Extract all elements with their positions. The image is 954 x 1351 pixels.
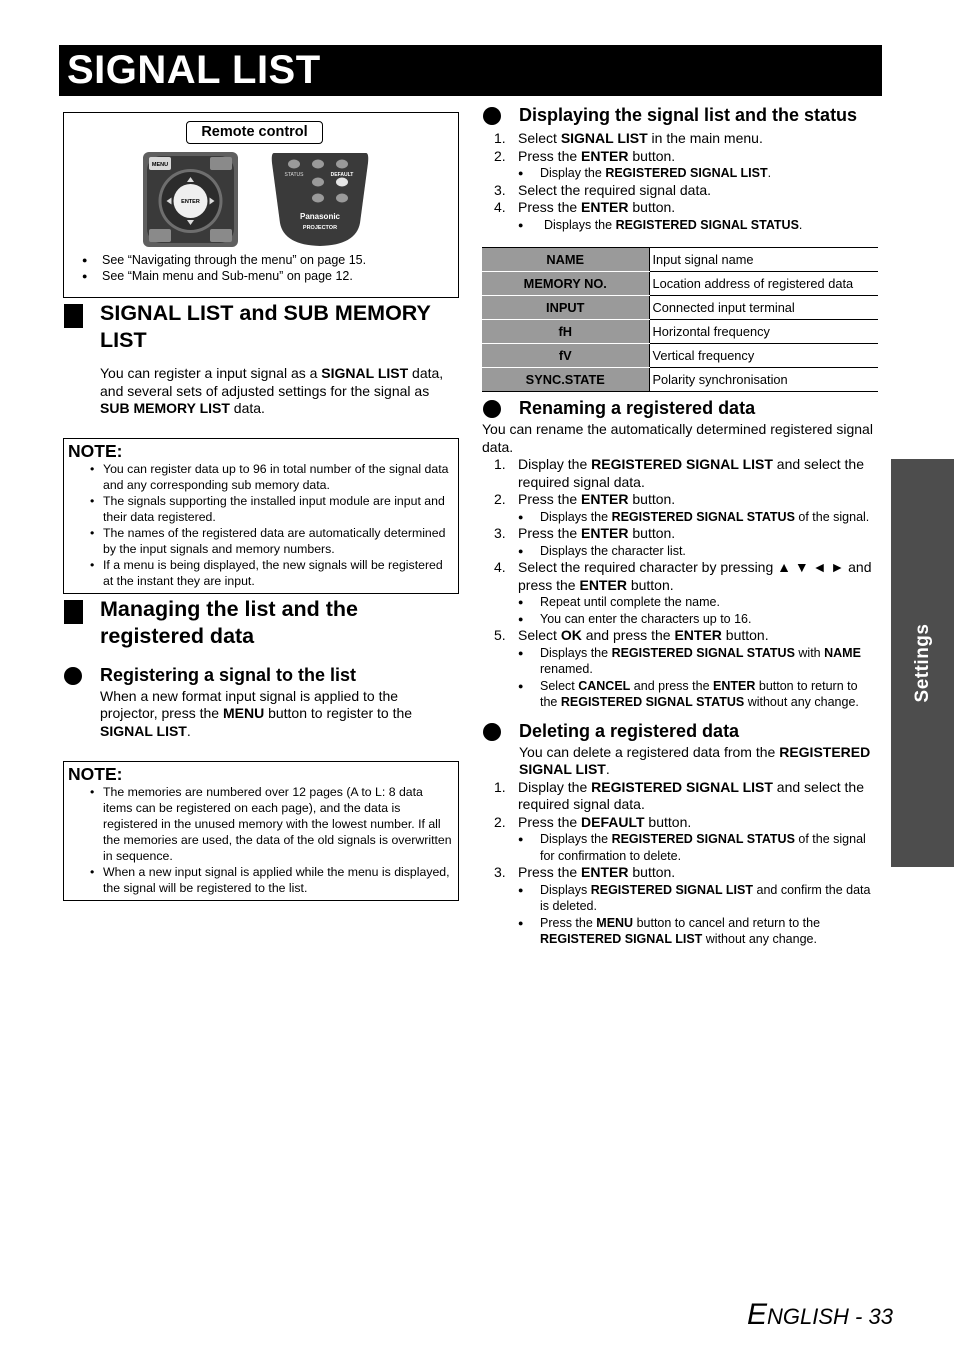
circle-marker-icon	[483, 723, 501, 741]
list-item: • If a menu is being displayed, the new signals will be registered at the instant they are input.	[68, 557, 454, 589]
list-item: ● Displays the character list.	[518, 543, 878, 560]
sub-heading: Displaying the signal list and the status	[482, 104, 878, 126]
list-item: 2. Press the ENTER button. ● Displays the REGISTERED SIGNAL STATUS of the signal.	[482, 491, 878, 525]
right-column	[482, 104, 878, 948]
list-item: 4. Press the ENTER button. ● Displays the REGISTERED SIGNAL STATUS.	[482, 199, 878, 233]
table-row	[482, 320, 878, 344]
circle-marker-icon	[483, 107, 501, 125]
list-item: 2. Press the ENTER button. ● Display the REGISTERED SIGNAL LIST.	[482, 148, 878, 182]
table-value: Input signal name	[649, 248, 878, 272]
list-item: • The memories are numbered over 12 pages (A to L: 8 data items can be registered on each page), and the data is registered in the unused memory with the lowest number. If all the memories are used, the data of the old signals is overwritten in sequence.	[68, 784, 454, 864]
list-item: ● Displays the REGISTERED SIGNAL STATUS.	[518, 217, 878, 234]
steps-delete	[482, 779, 878, 948]
sub-heading: Renaming a registered data	[482, 397, 878, 419]
remote-control-box	[63, 112, 459, 298]
table-key: MEMORY NO.	[482, 272, 649, 296]
steps-display	[482, 130, 878, 233]
section-heading: Managing the list and the registered data	[63, 596, 459, 650]
list-item: 5. Select OK and press the ENTER button. ● Displays the REGISTERED SIGNAL STATUS with NAME renamed. ● Select CANCEL and press the ENTER button to return to the REGISTERED SIGNAL STATUS without any change.	[482, 627, 878, 711]
list-item: • The signals supporting the installed input module are input and their data registered.	[68, 493, 454, 525]
table-value: Vertical frequency	[649, 344, 878, 368]
enter-key-label: ENTER	[181, 199, 200, 205]
note-box	[63, 438, 459, 594]
table-key: NAME	[482, 248, 649, 272]
list-item: 1. Display the REGISTERED SIGNAL LIST and select the required signal data.	[494, 778, 864, 812]
note-box	[63, 761, 459, 901]
page-footer: ENGLISH - 33	[747, 1298, 893, 1331]
list-item: ● Select CANCEL and press the ENTER button to return to the REGISTERED SIGNAL STATUS without any change.	[518, 678, 878, 711]
list-item: 3. Select the required signal data.	[494, 181, 712, 198]
table-key: fV	[482, 344, 649, 368]
paragraph: You can register a input signal as a SIGNAL LIST data, and several sets of adjusted settings for the signal as SUB MEMORY LIST data.	[100, 365, 444, 416]
list-item: 1. Select SIGNAL LIST in the main menu.	[494, 130, 763, 146]
paragraph: When a new format input signal is applied to the projector, press the MENU button to register to the SIGNAL LIST.	[100, 687, 413, 739]
note-list	[68, 784, 454, 896]
list-item: ● Press the MENU button to cancel and return to the REGISTERED SIGNAL LIST without any change.	[518, 915, 878, 948]
sub-heading: Registering a signal to the list	[63, 664, 459, 686]
table-row	[482, 296, 878, 320]
list-item: ● See “Navigating through the menu” on page 15.	[82, 252, 366, 268]
list-item: ● Display the REGISTERED SIGNAL LIST.	[518, 165, 878, 182]
list-item: 2. Press the DEFAULT button. ● Displays the REGISTERED SIGNAL STATUS of the signal for confirmation to delete.	[482, 814, 878, 865]
page-title: SIGNAL LIST	[67, 48, 321, 92]
list-item: • You can register data up to 96 in total number of the signal data and any corresponding sub memory data.	[68, 461, 454, 493]
table-row	[482, 368, 878, 392]
square-marker-icon	[64, 304, 83, 328]
list-item: ● Displays the REGISTERED SIGNAL STATUS with NAME renamed.	[518, 645, 878, 678]
remote-menu-pad-image	[142, 151, 239, 248]
paragraph: You can delete a registered data from the REGISTERED SIGNAL LIST.	[519, 743, 871, 777]
side-tab-label: Settings	[911, 623, 933, 703]
circle-marker-icon	[64, 667, 82, 685]
list-item: 4. Select the required character by pressing ▲ ▼ ◄ ► and press the ENTER button. ● Repeat until complete the name. ● You can enter the characters up to 16.	[482, 559, 878, 627]
section-managing	[63, 596, 459, 741]
table-row	[482, 344, 878, 368]
paragraph: You can rename the automatically determined registered signal data.	[482, 421, 873, 455]
settings-side-tab	[891, 459, 954, 867]
sub-heading: Deleting a registered data	[482, 720, 878, 742]
status-key-label: STATUS	[284, 172, 304, 178]
list-item: • The names of the registered data are automatically determined by the input signals and memory numbers.	[68, 525, 454, 557]
list-item: ● Displays the REGISTERED SIGNAL STATUS of the signal.	[518, 509, 878, 526]
table-value: Location address of registered data	[649, 272, 878, 296]
table-value: Connected input terminal	[649, 296, 878, 320]
remote-status-keys-image	[270, 151, 370, 248]
menu-key-label: MENU	[151, 162, 169, 168]
list-item: • When a new input signal is applied while the menu is displayed, the signal will be registered to the list.	[68, 864, 454, 896]
list-item: ● Displays the REGISTERED SIGNAL STATUS of the signal for confirmation to delete.	[518, 831, 878, 864]
table-row	[482, 272, 878, 296]
default-key-label: DEFAULT	[330, 172, 354, 178]
list-item: 1. Display the REGISTERED SIGNAL LIST and select the required signal data.	[494, 456, 864, 490]
note-list	[68, 461, 454, 589]
list-item: ● You can enter the characters up to 16.	[518, 611, 878, 628]
left-column	[63, 112, 459, 901]
projector-label: PROJECTOR	[302, 225, 338, 231]
list-item: ● Repeat until complete the name.	[518, 594, 878, 611]
list-item: ● See “Main menu and Sub-menu” on page 12.	[82, 268, 366, 284]
note-title: NOTE:	[68, 440, 123, 461]
table-key: fH	[482, 320, 649, 344]
table-row	[482, 248, 878, 272]
steps-rename	[482, 456, 878, 711]
section-signal-list-sub-memory	[63, 300, 459, 418]
table-value: Polarity synchronisation	[649, 368, 878, 392]
table-key: INPUT	[482, 296, 649, 320]
list-item: 3. Press the ENTER button. ● Displays the character list.	[482, 525, 878, 559]
table-key: SYNC.STATE	[482, 368, 649, 392]
list-item: ● Displays REGISTERED SIGNAL LIST and confirm the data is deleted.	[518, 882, 878, 915]
section-heading: SIGNAL LIST and SUB MEMORY LIST	[63, 300, 459, 354]
signal-status-table	[482, 247, 878, 392]
remote-control-label: Remote control	[186, 121, 323, 144]
square-marker-icon	[64, 600, 83, 624]
circle-marker-icon	[483, 400, 501, 418]
note-title: NOTE:	[68, 764, 123, 784]
list-item: 3. Press the ENTER button. ● Displays REGISTERED SIGNAL LIST and confirm the data is deleted. ● Press the MENU button to cancel and return to the REGISTERED SIGNAL LIST without any change.	[482, 864, 878, 948]
brand-logo: Panasonic	[299, 212, 341, 221]
remote-notes	[82, 252, 366, 284]
table-value: Horizontal frequency	[649, 320, 878, 344]
title-bar	[59, 45, 882, 96]
